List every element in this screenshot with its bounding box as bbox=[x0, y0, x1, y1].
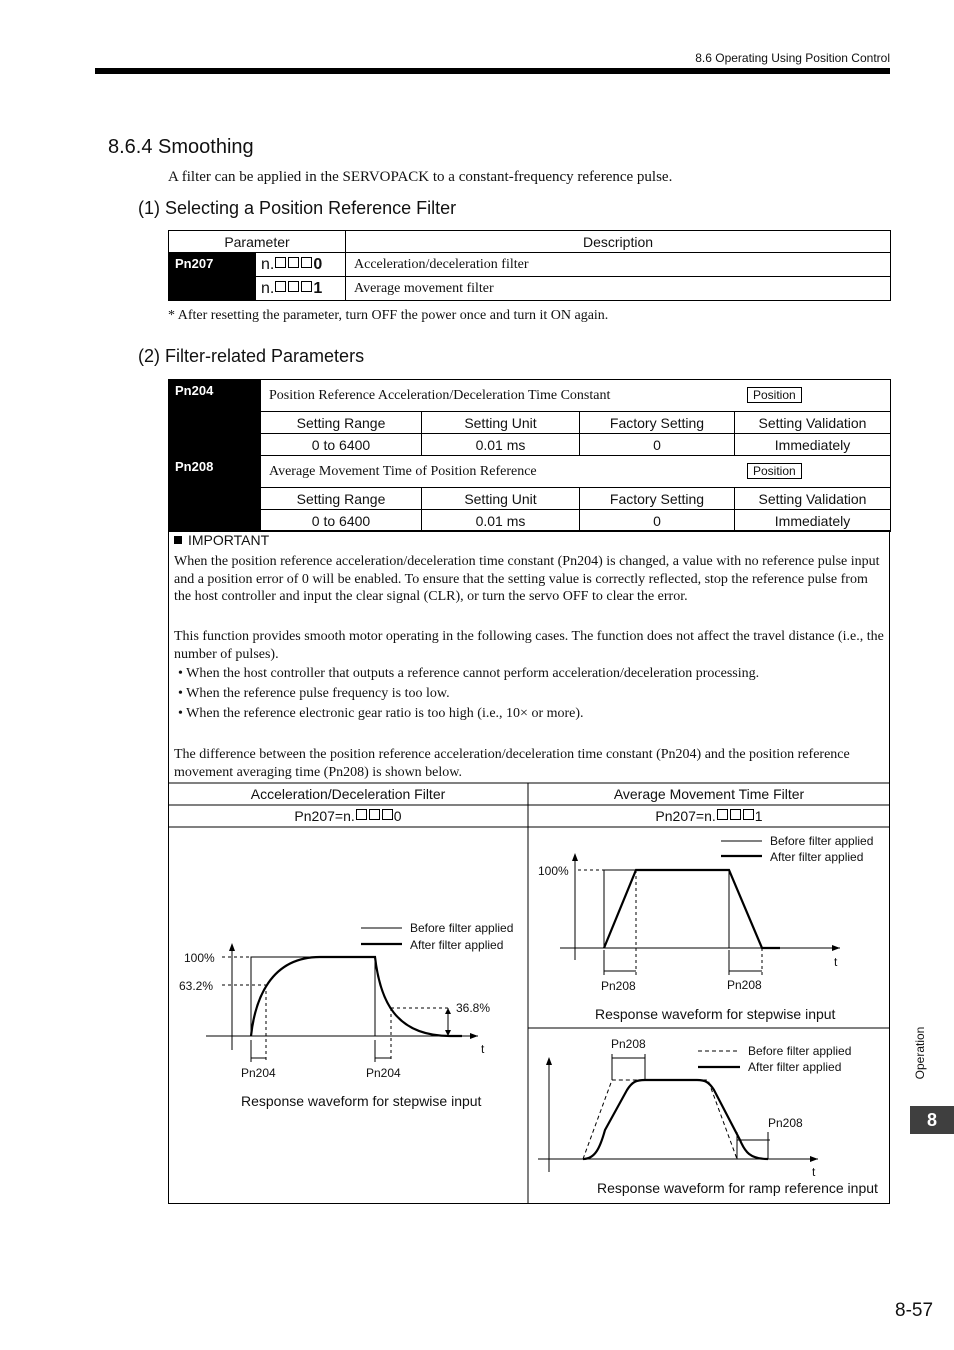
param-code: Pn208 bbox=[169, 456, 261, 532]
header-factory-setting: Factory Setting bbox=[580, 488, 735, 510]
setting-value: n. 1 bbox=[256, 277, 346, 301]
legend-after: After filter applied bbox=[748, 1060, 842, 1074]
right-bottom-caption: Response waveform for ramp reference input bbox=[597, 1180, 878, 1196]
value-setting-unit: 0.01 ms bbox=[422, 434, 580, 456]
bullet-item: • When the reference electronic gear ratio is too high (i.e., 10× or more). bbox=[178, 706, 584, 721]
tc-label: Pn208 bbox=[601, 979, 636, 993]
value-factory-setting: 0 bbox=[580, 510, 735, 532]
param-code: Pn204 bbox=[169, 380, 261, 456]
header-setting-validation: Setting Validation bbox=[735, 412, 891, 434]
value-setting-validation: Immediately bbox=[735, 434, 891, 456]
page-number: 8-57 bbox=[895, 1300, 934, 1321]
legend-before: Before filter applied bbox=[748, 1044, 852, 1058]
header-setting-validation: Setting Validation bbox=[735, 488, 891, 510]
t-label: t bbox=[812, 1165, 816, 1179]
header-setting-range: Setting Range bbox=[261, 488, 422, 510]
position-tag: Position bbox=[747, 387, 802, 403]
legend-after: After filter applied bbox=[770, 850, 864, 864]
y-label-632: 63.2% bbox=[179, 979, 214, 993]
tc-label: Pn208 bbox=[768, 1116, 803, 1130]
y-label-100: 100% bbox=[184, 951, 215, 965]
setting-desc: Acceleration/deceleration filter bbox=[346, 253, 891, 277]
difference-text: The difference between the position reference acceleration/deceleration time constant (Pn204) and the position reference movement averaging time (Pn208) is shown below. bbox=[174, 747, 850, 780]
value-setting-range: 0 to 6400 bbox=[261, 510, 422, 532]
subsection-1-title: (1) Selecting a Position Reference Filter bbox=[138, 198, 457, 218]
bullet-item: • When the reference pulse frequency is too low. bbox=[178, 686, 450, 701]
col-description: Description bbox=[346, 231, 891, 253]
average-filter-setting: Pn207=n. 1 bbox=[655, 808, 763, 824]
legend-after: After filter applied bbox=[410, 938, 504, 952]
value-setting-range: 0 to 6400 bbox=[261, 434, 422, 456]
col-parameter: Parameter bbox=[169, 231, 346, 253]
y-label-368: 36.8% bbox=[456, 1001, 491, 1015]
t-label: t bbox=[834, 955, 838, 969]
t-label: t bbox=[481, 1042, 485, 1056]
chapter-tab: 8 bbox=[910, 1106, 954, 1134]
left-caption: Response waveform for stepwise input bbox=[241, 1093, 482, 1109]
right-top-caption: Response waveform for stepwise input bbox=[595, 1006, 836, 1022]
average-filter-title: Average Movement Time Filter bbox=[613, 786, 805, 802]
section-title: 8.6.4 Smoothing bbox=[108, 136, 254, 158]
important-text: When the position reference acceleration/deceleration time constant (Pn204) is changed, a value with no reference pulse input and a position error of 0 will be enabled. To ensure that the setting value is correctly reflected, stop the reference pulse from the host controller and input the clear signal (CLR), or turn the servo OFF to clear the error. bbox=[174, 554, 880, 604]
header-setting-unit: Setting Unit bbox=[422, 412, 580, 434]
value-setting-unit: 0.01 ms bbox=[422, 510, 580, 532]
value-factory-setting: 0 bbox=[580, 434, 735, 456]
param-name: Average Movement Time of Position Reference Position bbox=[261, 456, 891, 488]
param-code: Pn207 bbox=[169, 253, 256, 301]
tc-label: Pn204 bbox=[241, 1066, 276, 1080]
important-heading: IMPORTANT bbox=[174, 532, 269, 548]
accel-filter-title: Acceleration/Deceleration Filter bbox=[250, 786, 446, 802]
legend-before: Before filter applied bbox=[410, 921, 514, 935]
tc-label: Pn204 bbox=[366, 1066, 401, 1080]
subsection-2-title: (2) Filter-related Parameters bbox=[138, 346, 365, 366]
table-note: * After resetting the parameter, turn OFF the power once and turn it ON again. bbox=[168, 308, 609, 323]
position-tag: Position bbox=[747, 463, 802, 479]
value-setting-validation: Immediately bbox=[735, 510, 891, 532]
accel-filter-setting: Pn207=n. 0 bbox=[294, 808, 402, 824]
setting-desc: Average movement filter bbox=[346, 277, 891, 301]
param-name: Position Reference Acceleration/Deceleration Time Constant Position bbox=[261, 380, 891, 412]
header-setting-unit: Setting Unit bbox=[422, 488, 580, 510]
tc-label: Pn208 bbox=[727, 978, 762, 992]
header-factory-setting: Factory Setting bbox=[580, 412, 735, 434]
header-setting-range: Setting Range bbox=[261, 412, 422, 434]
setting-value: n. 0 bbox=[256, 253, 346, 277]
running-header: 8.6 Operating Using Position Control bbox=[695, 51, 890, 65]
function-text: This function provides smooth motor operating in the following cases. The function does not affect the travel distance (i.e., the number of pulses). bbox=[174, 629, 884, 662]
y-label-100: 100% bbox=[538, 864, 569, 878]
tc-label: Pn208 bbox=[611, 1037, 646, 1051]
side-tab-label: Operation bbox=[913, 1026, 927, 1080]
legend-before: Before filter applied bbox=[770, 834, 874, 848]
section-intro: A filter can be applied in the SERVOPACK to a constant-frequency reference pulse. bbox=[168, 169, 673, 185]
bullet-item: • When the host controller that outputs a reference cannot perform acceleration/deceleration processing. bbox=[178, 666, 760, 681]
